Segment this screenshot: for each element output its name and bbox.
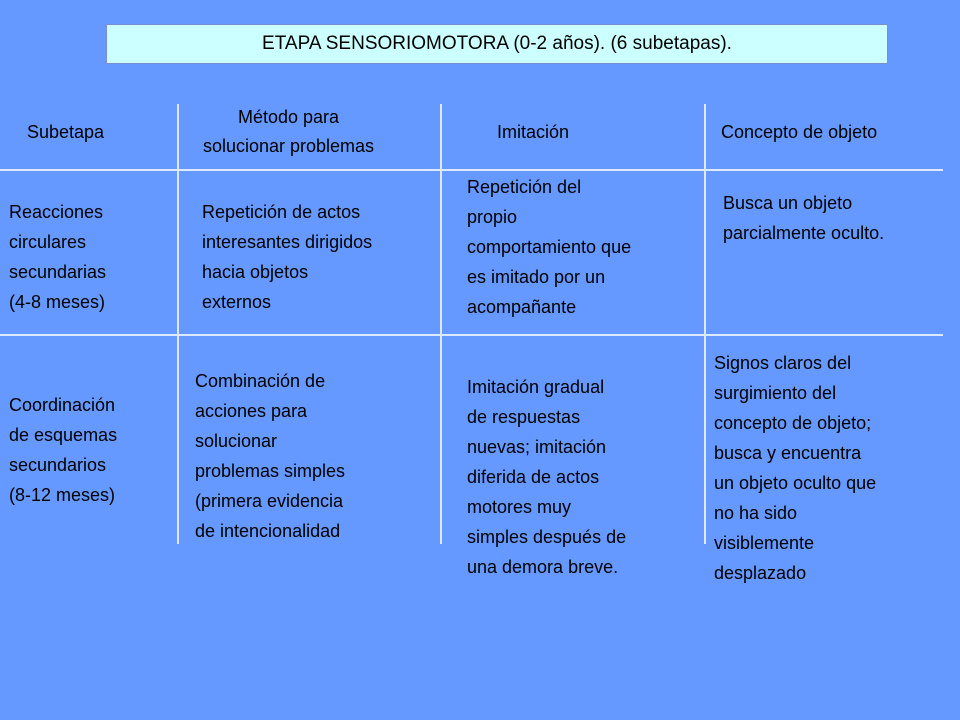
- row2-concepto-line: desplazado: [714, 563, 807, 583]
- row1-subetapa-line: Reacciones: [9, 202, 104, 222]
- row1-imitacion-line: propio: [467, 207, 518, 227]
- row1-metodo: [202, 197, 372, 317]
- header-metodo-line1: Método para: [237, 107, 340, 127]
- row1-imitacion-line: comportamiento que: [467, 237, 632, 257]
- slide-title: ETAPA SENSORIOMOTORA (0-2 años). (6 subetapas).: [106, 24, 888, 64]
- row1-concepto-line: Busca un objeto: [723, 193, 853, 213]
- row2-subetapa-line: (8-12 meses): [9, 485, 116, 505]
- row1-metodo-line: externos: [202, 292, 272, 312]
- row1-subetapa-line: (4-8 meses): [9, 292, 106, 312]
- row2-subetapa-line: de esquemas: [9, 425, 118, 445]
- row1-imitacion-line: acompañante: [467, 297, 577, 317]
- row1-metodo-line: Repetición de actos: [202, 202, 361, 222]
- row2-concepto-line: un objeto oculto que: [714, 473, 877, 493]
- row2-subetapa: [9, 390, 117, 510]
- row1-imitacion-line: es imitado por un: [467, 267, 606, 287]
- row2-metodo-line: problemas simples: [195, 461, 346, 481]
- row-divider-2: [0, 334, 943, 336]
- header-metodo-line2: solucionar problemas: [202, 136, 375, 156]
- row2-concepto-line: surgimiento del: [714, 383, 837, 403]
- row-divider-1: [0, 169, 943, 171]
- row1-subetapa-line: circulares: [9, 232, 87, 252]
- row2-concepto: [714, 348, 876, 588]
- header-concepto: Concepto de objeto: [721, 122, 878, 142]
- row2-metodo-line: solucionar: [195, 431, 278, 451]
- row2-imitacion-line: motores muy: [467, 497, 572, 517]
- row2-subetapa-line: secundarios: [9, 455, 107, 475]
- row2-metodo-line: acciones para: [195, 401, 308, 421]
- row2-metodo-line: Combinación de: [195, 371, 326, 391]
- header-imitacion: Imitación: [497, 122, 570, 142]
- row1-metodo-line: hacia objetos: [202, 262, 309, 282]
- row2-subetapa-line: Coordinación: [9, 395, 116, 415]
- row2-imitacion-line: de respuestas: [467, 407, 581, 427]
- row1-concepto: [723, 188, 884, 248]
- row2-imitacion: [467, 372, 626, 582]
- row1-imitacion-line: Repetición del: [467, 177, 582, 197]
- row1-metodo-line: interesantes dirigidos: [202, 232, 373, 252]
- row2-metodo-line: de intencionalidad: [195, 521, 341, 541]
- row1-subetapa-line: secundarias: [9, 262, 107, 282]
- header-metodo: [178, 103, 399, 161]
- row2-concepto-line: busca y encuentra: [714, 443, 862, 463]
- row1-imitacion: [467, 172, 631, 322]
- row2-imitacion-line: diferida de actos: [467, 467, 600, 487]
- row2-imitacion-line: nuevas; imitación: [467, 437, 607, 457]
- row1-subetapa: [9, 197, 106, 317]
- row2-imitacion-line: simples después de: [467, 527, 627, 547]
- row2-imitacion-line: una demora breve.: [467, 557, 619, 577]
- row2-metodo: [195, 366, 345, 546]
- row2-concepto-line: concepto de objeto;: [714, 413, 872, 433]
- row2-concepto-line: Signos claros del: [714, 353, 852, 373]
- row1-concepto-line: parcialmente oculto.: [723, 223, 885, 243]
- row2-metodo-line: (primera evidencia: [195, 491, 344, 511]
- row2-concepto-line: no ha sido: [714, 503, 798, 523]
- row2-concepto-line: visiblemente: [714, 533, 815, 553]
- header-subetapa: Subetapa: [27, 122, 105, 142]
- row2-imitacion-line: Imitación gradual: [467, 377, 605, 397]
